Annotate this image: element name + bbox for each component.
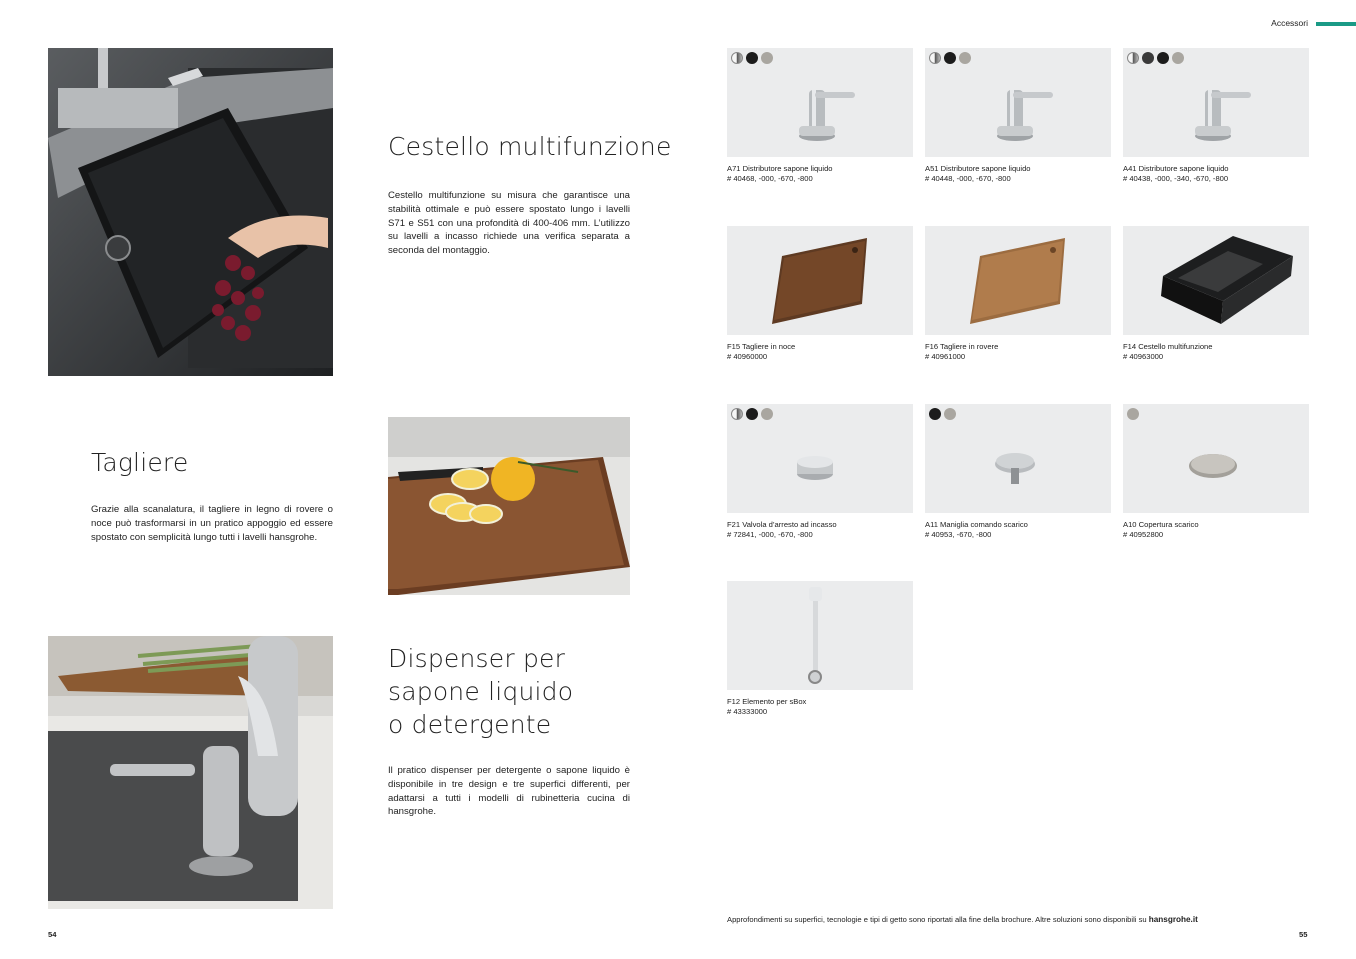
finish-swatch-chrome[interactable] (1127, 52, 1139, 64)
finish-swatches (731, 52, 773, 64)
finish-swatch-black[interactable] (944, 52, 956, 64)
product-code: # 40960000 (727, 351, 768, 361)
dispenser-title (388, 642, 573, 741)
product-name: F12 Elemento per sBox (727, 697, 807, 706)
section-label: Accessori (1271, 18, 1308, 28)
colander-sink-photo (48, 48, 333, 376)
footer-note (727, 915, 1198, 924)
finish-swatches (929, 408, 956, 420)
finish-swatches (731, 408, 773, 420)
product-name: F16 Tagliere in rovere (925, 342, 999, 351)
product-code: # 43333000 (727, 706, 768, 716)
footer-website-link[interactable]: hansgrohe.it (1148, 915, 1198, 924)
product-card[interactable] (1123, 404, 1309, 513)
cutting-board-photo (388, 417, 630, 595)
product-name: A41 Distributore sapone liquido (1123, 164, 1229, 173)
product-code: # 40953, -670, -800 (925, 529, 992, 539)
oak-board-icon (925, 226, 1111, 335)
product-code: # 40468, -000, -670, -800 (727, 173, 813, 183)
soap-dispenser-photo (48, 636, 333, 909)
page-number-right: 55 (1299, 930, 1308, 939)
product-card[interactable] (925, 226, 1111, 335)
cestello-title: Cestello multifunzione (388, 132, 672, 161)
valve-icon (727, 404, 913, 513)
product-name: A10 Copertura scarico (1123, 520, 1199, 529)
product-caption (1123, 342, 1309, 361)
product-caption (727, 342, 913, 361)
colander-icon (1123, 226, 1309, 335)
product-card[interactable] (925, 48, 1111, 157)
product-code: # 40952800 (1123, 529, 1164, 539)
cestello-description: Cestello multifunzione su misura che garantisce una stabilità ottimale e può essere spostato lungo i lavelli S71 e S51 con una profondità di 400-406 mm. L’utilizzo su lavelli a incasso richiede una verifica separata a seconda del montaggio. (388, 190, 630, 257)
finish-swatches (1127, 408, 1139, 420)
dispenser-title-line: Dispenser per (388, 644, 566, 673)
dispenser-title-line: sapone liquido (388, 677, 574, 706)
product-code: # 40448, -000, -670, -800 (925, 173, 1011, 183)
product-name: F15 Tagliere in noce (727, 342, 796, 351)
product-card[interactable] (727, 226, 913, 335)
product-name: A11 Maniglia comando scarico (925, 520, 1028, 529)
finish-swatch-chrome[interactable] (929, 52, 941, 64)
finish-swatch-steel[interactable] (761, 408, 773, 420)
sbox-element-icon (727, 581, 913, 690)
finish-swatch-matt-black[interactable] (1142, 52, 1154, 64)
product-code: # 40963000 (1123, 351, 1164, 361)
product-name: A51 Distributore sapone liquido (925, 164, 1031, 173)
page-number-left: 54 (48, 930, 57, 939)
product-card[interactable] (1123, 48, 1309, 157)
dispenser-description: Il pratico dispenser per detergente o sapone liquido è disponibile in tre design e tre superfici differenti, per adattarsi a tutti i modelli di rubinetteria cucina di hansgrohe. (388, 765, 630, 818)
product-caption (1123, 164, 1309, 183)
finish-swatches (1127, 52, 1184, 64)
product-caption (925, 520, 1111, 539)
product-code: # 40961000 (925, 351, 966, 361)
product-caption (925, 164, 1111, 183)
drain-cover-icon (1123, 404, 1309, 513)
section-accent-bar (1316, 22, 1356, 26)
finish-swatch-chrome[interactable] (731, 52, 743, 64)
dispenser-title-line: o detergente (388, 710, 552, 739)
product-caption (925, 342, 1111, 361)
tagliere-description: Grazie alla scanalatura, il tagliere in legno di rovere o noce può trasformarsi in un pratico appoggio ed essere spostato con semplicità lungo tutti i lavelli hansgrohe. (91, 504, 333, 543)
finish-swatch-steel[interactable] (959, 52, 971, 64)
finish-swatch-black[interactable] (1157, 52, 1169, 64)
drain-knob-icon (925, 404, 1111, 513)
product-name: A71 Distributore sapone liquido (727, 164, 833, 173)
product-caption (1123, 520, 1309, 539)
product-name: F21 Valvola d’arresto ad incasso (727, 520, 837, 529)
tagliere-title: Tagliere (91, 448, 189, 477)
product-card[interactable] (727, 48, 913, 157)
product-card[interactable] (1123, 226, 1309, 335)
soap-dispenser-icon (1123, 48, 1309, 157)
finish-swatch-steel[interactable] (1127, 408, 1139, 420)
product-card[interactable] (925, 404, 1111, 513)
finish-swatch-steel[interactable] (1172, 52, 1184, 64)
finish-swatch-black[interactable] (929, 408, 941, 420)
product-card[interactable] (727, 404, 913, 513)
product-caption (727, 164, 913, 183)
finish-swatch-black[interactable] (746, 408, 758, 420)
product-name: F14 Cestello multifunzione (1123, 342, 1213, 351)
finish-swatches (929, 52, 971, 64)
product-code: # 40438, -000, -340, -670, -800 (1123, 173, 1229, 183)
footer-note-text: Approfondimenti su superfici, tecnologie e tipi di getto sono riportati alla fine della brochure. Altre soluzioni sono disponibili su (727, 915, 1149, 924)
product-card[interactable] (727, 581, 913, 690)
product-code: # 72841, -000, -670, -800 (727, 529, 813, 539)
finish-swatch-black[interactable] (746, 52, 758, 64)
finish-swatch-steel[interactable] (944, 408, 956, 420)
finish-swatch-chrome[interactable] (731, 408, 743, 420)
soap-dispenser-icon (925, 48, 1111, 157)
walnut-board-icon (727, 226, 913, 335)
soap-dispenser-icon (727, 48, 913, 157)
product-caption (727, 520, 913, 539)
finish-swatch-steel[interactable] (761, 52, 773, 64)
product-caption (727, 697, 913, 716)
